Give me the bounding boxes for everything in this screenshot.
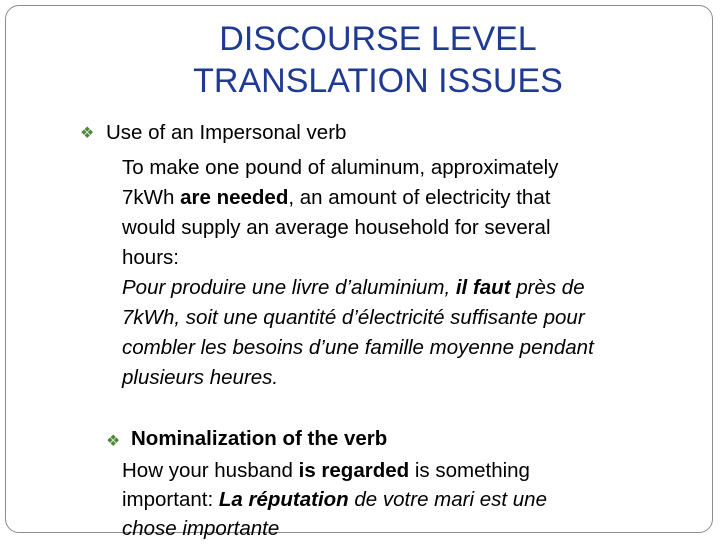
fr-line1-a: Pour produire une livre d’aluminium, xyxy=(122,276,456,299)
s2-line2 xyxy=(122,485,547,515)
s2-line2-c: de votre mari est une xyxy=(348,488,547,511)
en-emphasis-are-needed: are needed xyxy=(180,186,289,209)
s2-line1 xyxy=(122,456,530,486)
fr-line1 xyxy=(122,273,585,303)
s2-line1-c: is something xyxy=(409,459,530,482)
s2-line1-a: How your husband xyxy=(122,459,299,482)
section2-heading: Nominalization of the verb xyxy=(131,427,388,450)
section1-heading: Use of an Impersonal verb xyxy=(106,121,347,144)
s2-emphasis-is-regarded: is regarded xyxy=(298,459,410,482)
fr-emphasis-il-faut: il faut xyxy=(455,276,511,299)
fr-line3: combler les besoins d’une famille moyenne pendant xyxy=(122,336,594,359)
en-line2 xyxy=(122,183,550,213)
en-line2-c: , an amount of electricity that xyxy=(288,186,551,209)
fr-line1-c: près de xyxy=(510,276,585,299)
diamond-bullet-icon: ❖ xyxy=(106,433,121,450)
s2-line2-a: important: xyxy=(122,488,219,511)
fr-line4: plusieurs heures. xyxy=(122,366,279,389)
s2-line3: chose importante xyxy=(122,517,280,540)
diamond-bullet-icon: ❖ xyxy=(80,125,95,142)
slide-title-line2: TRANSLATION ISSUES xyxy=(193,62,563,100)
en-line4: hours: xyxy=(122,246,179,269)
fr-line2: 7kWh, soit une quantité d’électricité suffisante pour xyxy=(122,306,585,329)
en-line1: To make one pound of aluminum, approximately xyxy=(122,156,559,179)
slide-title-line1: DISCOURSE LEVEL xyxy=(219,20,537,58)
s2-emphasis-la-reputation: La réputation xyxy=(218,488,349,511)
en-line2-a: 7kWh xyxy=(122,186,181,209)
en-line3: would supply an average household for several xyxy=(122,216,551,239)
